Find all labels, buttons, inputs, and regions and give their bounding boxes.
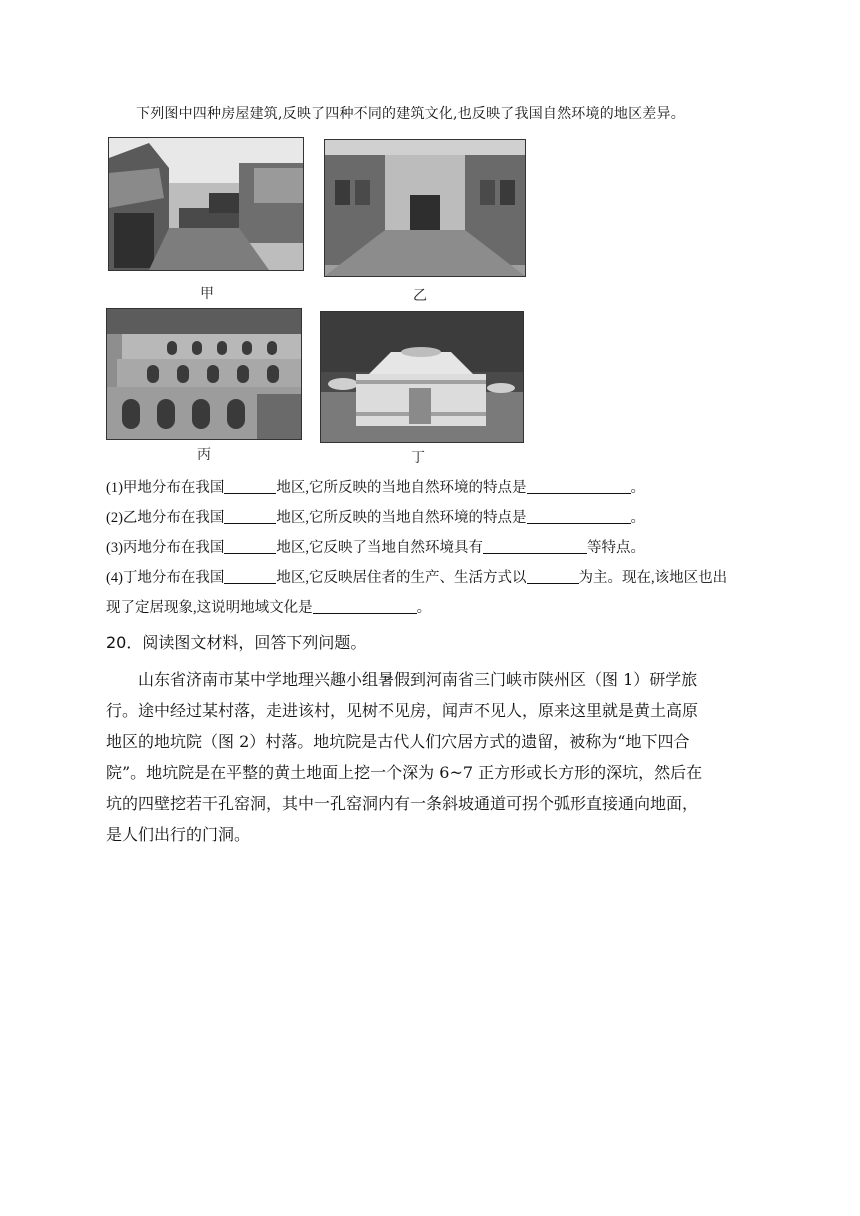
- question-4: (4)丁地分布在我国 地区,它反映居住者的生产、生活方式以 为主。现在,该地区也出: [106, 570, 728, 586]
- answer-blank[interactable]: [527, 508, 631, 524]
- question-20-title: 20．阅读图文材料，回答下列问题。: [106, 633, 367, 652]
- material-line: 行。途中经过某村落，走进该村，见树不见房，闻声不见人，原来这里就是黄土高原: [106, 701, 699, 720]
- answer-blank[interactable]: [224, 508, 276, 524]
- answer-blank[interactable]: [527, 568, 579, 584]
- question-3: (3)丙地分布在我国 地区,它反映了当地自然环境具有 等特点。: [106, 540, 646, 556]
- question-4-continued: 现了定居现象,这说明地域文化是 。: [106, 600, 432, 616]
- answer-blank[interactable]: [527, 478, 631, 494]
- photo-yi-courtyard: [324, 139, 526, 277]
- answer-blank[interactable]: [224, 538, 276, 554]
- material-line: 院”。地坑院是在平整的黄土地面上挖一个深为 6~7 正方形或长方形的深坑，然后在: [106, 763, 703, 782]
- caption-bing: 丙: [197, 447, 211, 463]
- photo-ding-yurt: [320, 311, 524, 443]
- caption-yi: 乙: [413, 288, 427, 304]
- caption-ding: 丁: [411, 450, 425, 466]
- answer-blank[interactable]: [483, 538, 587, 554]
- question-1: (1)甲地分布在我国 地区,它所反映的当地自然环境的特点是 。: [106, 480, 646, 496]
- material-line: 山东省济南市某中学地理兴趣小组暑假到河南省三门峡市陕州区（图 1）研学旅: [138, 670, 698, 689]
- material-line: 地区的地坑院（图 2）村落。地坑院是古代人们穴居方式的遗留，被称为“地下四合: [106, 732, 690, 751]
- caption-jia: 甲: [200, 286, 214, 302]
- question-2: (2)乙地分布在我国 地区,它所反映的当地自然环境的特点是 。: [106, 510, 646, 526]
- photo-bing-cave-dwellings: [106, 308, 302, 440]
- answer-blank[interactable]: [224, 478, 276, 494]
- intro-text: 下列图中四种房屋建筑,反映了四种不同的建筑文化,也反映了我国自然环境的地区差异。: [136, 106, 685, 122]
- answer-blank[interactable]: [224, 568, 276, 584]
- material-line: 坑的四壁挖若干孔窑洞，其中一孔窑洞内有一条斜坡通道可拐个弧形直接通向地面，: [106, 794, 699, 813]
- photo-jia-water-town: [108, 137, 304, 271]
- question-20-material: [106, 664, 749, 850]
- answer-blank[interactable]: [313, 598, 417, 614]
- material-line: 是人们出行的门洞。: [106, 825, 251, 844]
